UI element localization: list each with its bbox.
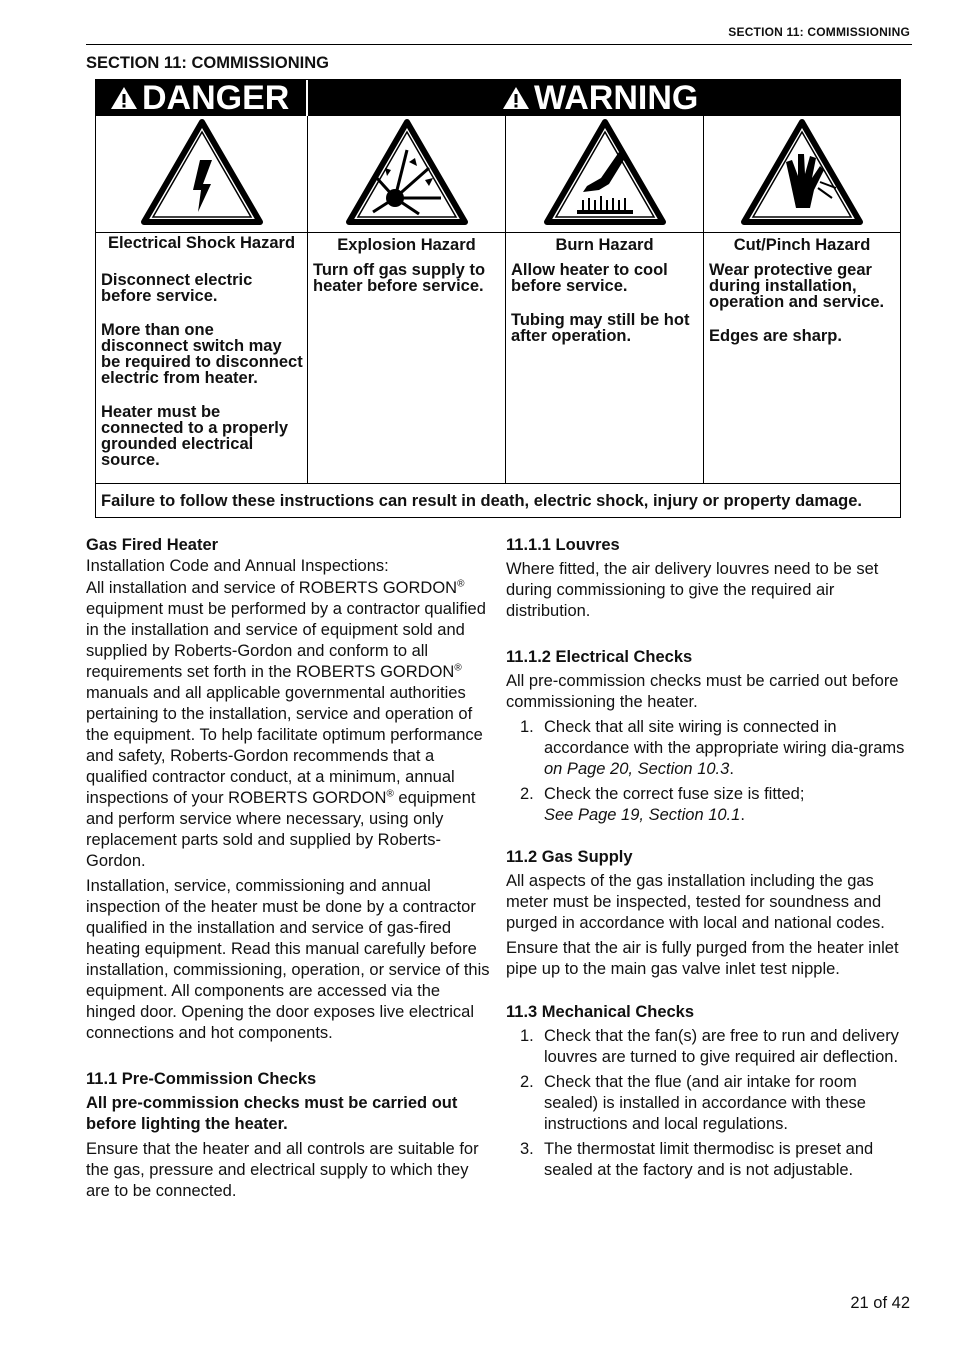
hazard-text: Edges are sharp.	[709, 327, 842, 345]
left-column	[86, 535, 490, 1206]
electrical-checks-paragraph: All pre-commission checks must be carried out before commissioning the heater.	[506, 672, 899, 711]
hazard-title: Electrical Shock Hazard	[107, 234, 296, 252]
warning-banner: WARNING	[308, 80, 900, 116]
pre-commission-paragraph: Ensure that the heater and all controls are suitable for the gas, pressure and electrical supply to which they are to be connected.	[86, 1140, 479, 1200]
hazard-column-electrical	[96, 116, 307, 483]
list-item: 2. Check the correct fuse size is fitted; See Page 19, Section 10.1.	[520, 785, 805, 824]
mechanical-checks-heading: 11.3 Mechanical Checks	[506, 1003, 695, 1021]
hazard-footer: Failure to follow these instructions can result in death, electric shock, injury or property damage.	[96, 483, 900, 517]
section-title: SECTION 11: COMMISSIONING	[86, 54, 329, 72]
gas-supply-heading: 11.2 Gas Supply	[506, 848, 633, 866]
alert-triangle-icon	[110, 86, 138, 110]
hazard-column-cut-pinch	[703, 116, 900, 483]
hazard-text: Heater must be connected to a properly grounded electrical source.	[101, 403, 289, 469]
hazard-text: More than one disconnect switch may be required to disconnect electric from heater.	[101, 321, 303, 387]
header-rule	[86, 44, 912, 45]
hazard-column-explosion	[307, 116, 505, 483]
installation-code-subheading: Installation Code and Annual Inspections:	[86, 557, 389, 575]
gas-purge-paragraph: Ensure that the air is fully purged from the heater inlet pipe up to the main gas valve inlet test nipple.	[506, 939, 899, 978]
right-column	[506, 535, 912, 1185]
running-header: SECTION 11: COMMISSIONING	[728, 25, 910, 39]
burn-icon	[543, 118, 667, 228]
louvres-paragraph: Where fitted, the air delivery louvres need to be set during commissioning to give the required air distribution.	[506, 560, 879, 620]
gas-fired-heater-heading: Gas Fired Heater	[86, 536, 219, 554]
qualified-contractor-paragraph: Installation, service, commissioning and annual inspection of the heater must be done by a contractor qualified in the installation and service of gas-fired heating equipment. Read this manual carefully before installation, commissioning, operation, or service of this equipment. All components are accessed via the hinged door. Opening the door exposes live electrical connections and hot components.	[86, 877, 490, 1042]
hazard-box	[95, 79, 901, 518]
list-item: 1. Check that all site wiring is connected in accordance with the appropriate wiring dia-grams on Page 20, Section 10.3.	[520, 718, 905, 778]
list-item: 1. Check that the fan(s) are free to run and delivery louvres are turned to give required air deflection.	[520, 1027, 899, 1066]
installation-paragraph: All installation and service of ROBERTS GORDON® equipment must be performed by a contractor qualified in the installation and service of equipment sold and supplied by Roberts-Gordon and conform to all requirements set forth in the ROBERTS GORDON® manuals and all applicable governmental authorities pertaining to the installation, service and operation of the equipment. To help facilitate optimum performance and safety, Roberts-Gordon recommends that a qualified contractor conduct, at a minimum, annual inspections of your ROBERTS GORDON® equipment and perform service where necessary, using only replacement parts sold and supplied by Roberts-Gordon.	[86, 578, 486, 870]
hazard-title: Cut/Pinch Hazard	[733, 236, 871, 254]
danger-banner: DANGER	[96, 80, 306, 116]
list-item: 3. The thermostat limit thermodisc is preset and sealed at the factory and is not adjustable.	[520, 1140, 874, 1179]
list-item: 2. Check that the flue (and air intake for room sealed) is installed in accordance with these instructions and local regulations.	[520, 1073, 866, 1133]
electrical-checks-list	[506, 717, 912, 826]
hazard-text: Tubing may still be hot after operation.	[511, 311, 690, 345]
pre-commission-heading: 11.1 Pre-Commission Checks	[86, 1070, 317, 1088]
hazard-text: Disconnect electric before service.	[101, 271, 253, 305]
hazard-title: Burn Hazard	[555, 236, 654, 254]
hazard-text: Wear protective gear during installation, operation and service.	[709, 261, 885, 311]
hazard-text: Allow heater to cool before service.	[511, 261, 668, 295]
explosion-icon	[345, 118, 469, 228]
page-number: 21 of 42	[850, 1294, 910, 1312]
cut-pinch-icon	[740, 118, 864, 228]
louvres-heading: 11.1.1 Louvres	[506, 536, 620, 554]
electrical-checks-heading: 11.1.2 Electrical Checks	[506, 648, 693, 666]
pre-commission-bold-text: All pre-commission checks must be carried out before lighting the heater.	[86, 1094, 458, 1133]
hazard-text: Turn off gas supply to heater before service.	[313, 261, 486, 295]
electrical-shock-icon	[140, 118, 264, 228]
mechanical-checks-list	[506, 1026, 912, 1181]
gas-supply-paragraph: All aspects of the gas installation including the gas meter must be inspected, tested for soundness and purged in accordance with local and national codes.	[506, 872, 885, 932]
hazard-title: Explosion Hazard	[337, 236, 476, 254]
alert-triangle-icon	[502, 86, 530, 110]
hazard-column-burn	[505, 116, 703, 483]
